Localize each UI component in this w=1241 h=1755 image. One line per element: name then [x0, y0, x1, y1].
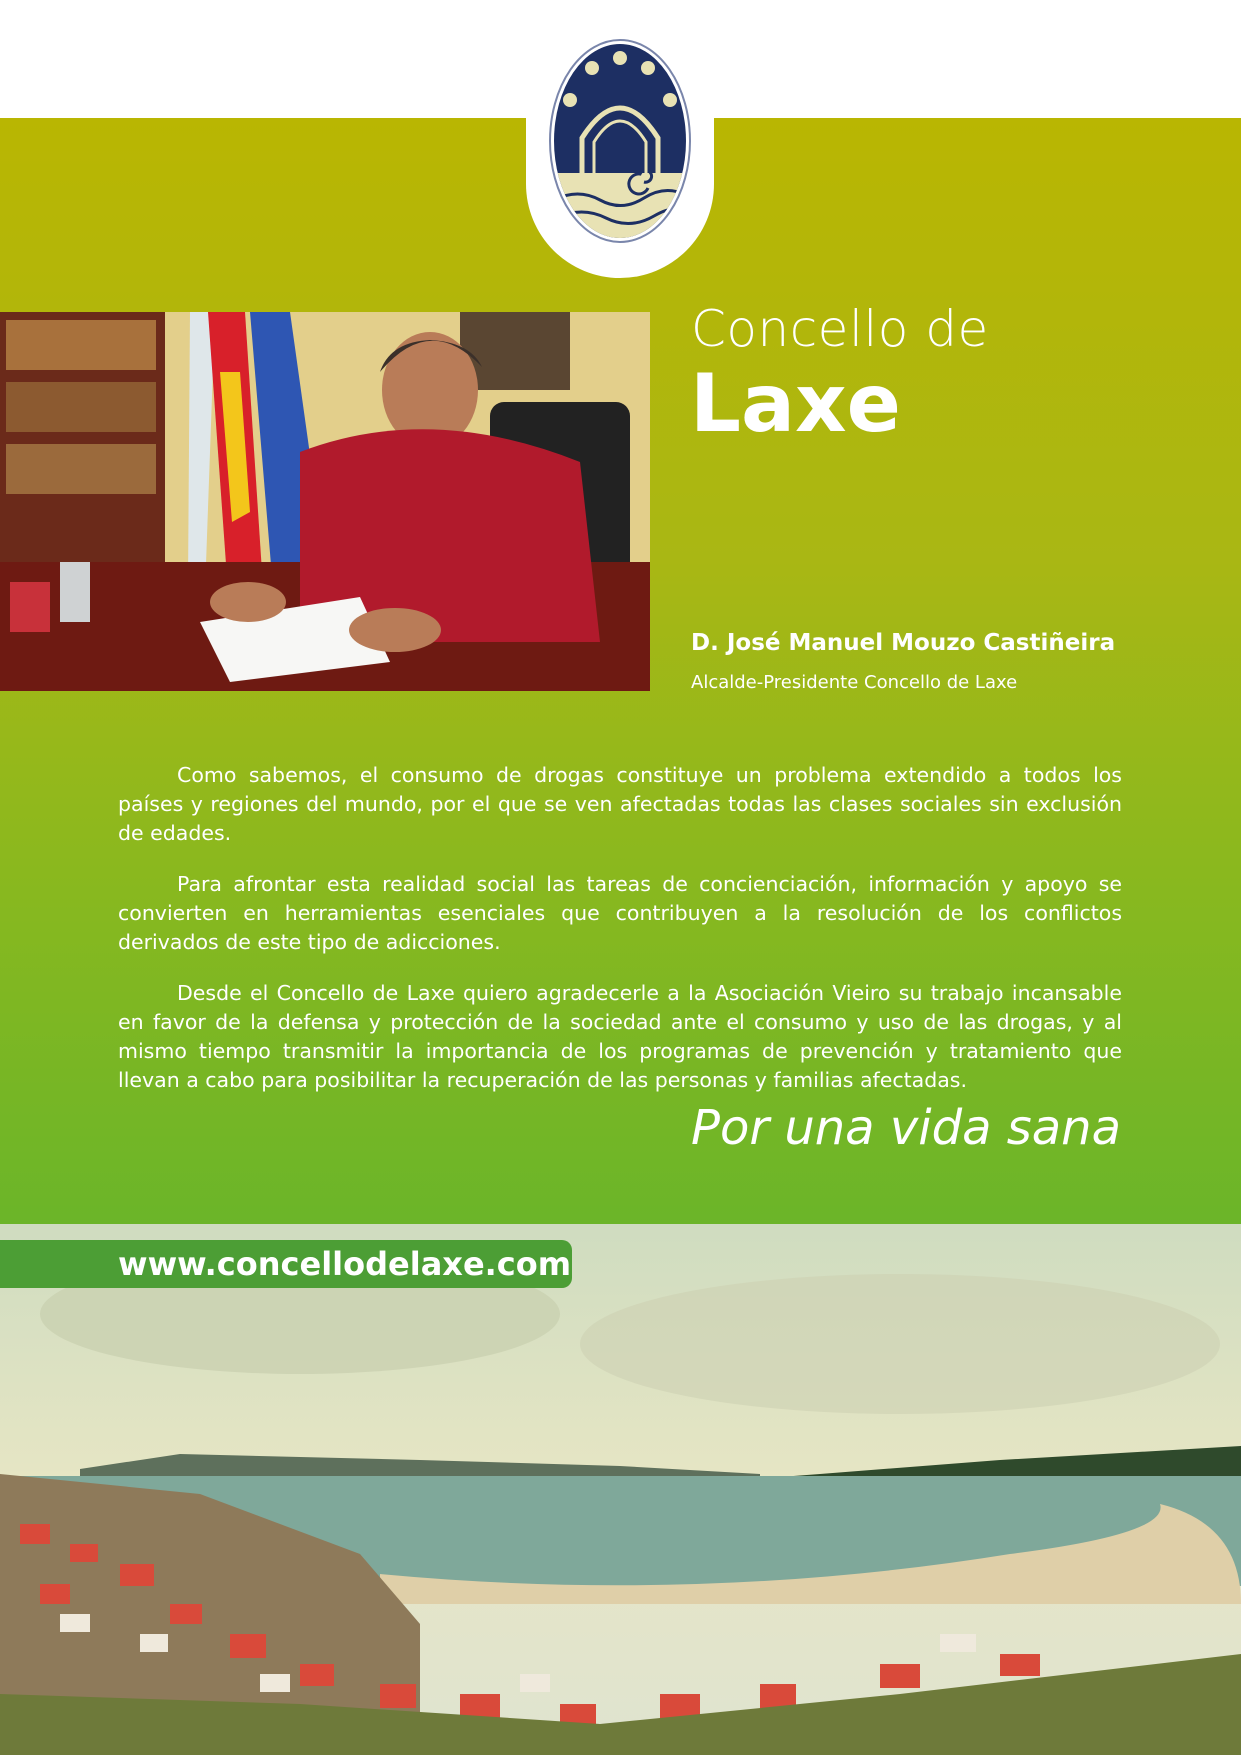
- page-title-line1: Concello de: [691, 300, 989, 358]
- paragraph: Para afrontar esta realidad social las tareas de concienciación, información y apoyo se convierten en herramientas esenciales que contribuyen a la resolución de los conflictos derivados de este tipo de adicciones.: [118, 872, 1122, 954]
- laxe-coat-of-arms-icon: [548, 38, 692, 244]
- body-text: [118, 761, 1122, 1117]
- website-link[interactable]: www.concellodelaxe.com: [118, 1245, 572, 1283]
- page-title-line2: Laxe: [690, 357, 901, 450]
- author-name: D. José Manuel Mouzo Castiñeira: [691, 630, 1116, 656]
- paragraph: Como sabemos, el consumo de drogas constituye un problema extendido a todos los países y regiones del mundo, por el que se ven afectadas todas las clases sociales sin exclusión de edades.: [118, 763, 1122, 845]
- mayor-portrait-photo: [0, 312, 650, 691]
- paragraph: Desde el Concello de Laxe quiero agradecerle a la Asociación Vieiro su trabajo incansable en favor de la defensa y protección de la sociedad ante el consumo y uso de las drogas, y al mismo tiempo transmitir la importancia de los programas de prevención y tratamiento que llevan a cabo para posibilitar la recuperación de las personas y familias afectadas.: [118, 981, 1122, 1092]
- laxe-bay-landscape-photo: [0, 1224, 1241, 1755]
- author-role: Alcalde-Presidente Concello de Laxe: [691, 672, 1018, 693]
- slogan: Por una vida sana: [691, 1100, 1121, 1156]
